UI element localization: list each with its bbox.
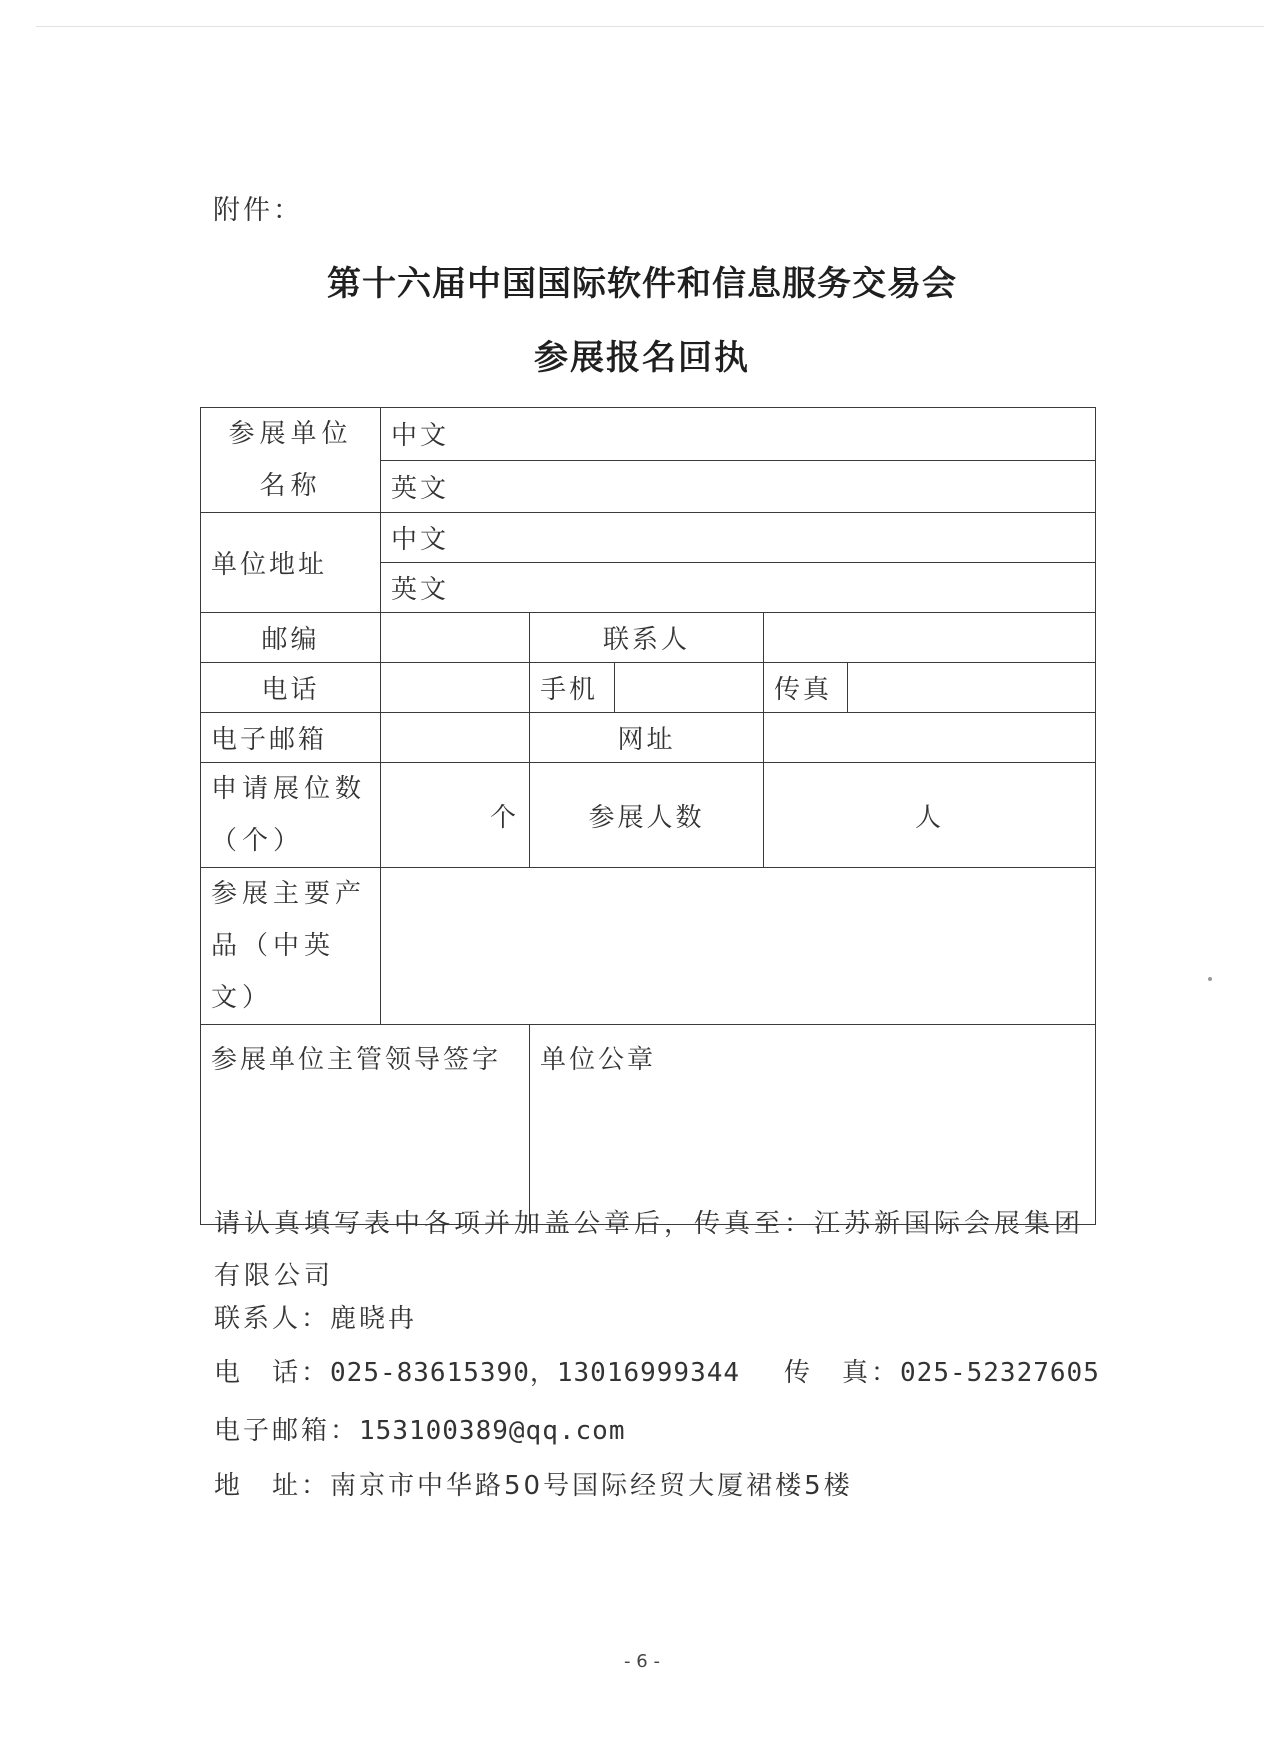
booth-unit-label: 个 bbox=[489, 802, 519, 833]
company-seal-cell[interactable] bbox=[530, 1025, 1096, 1225]
org-name-english-field[interactable] bbox=[381, 460, 1096, 513]
contact-person-line bbox=[214, 1298, 417, 1335]
page-title: 第十六届中国国际软件和信息服务交易会 bbox=[327, 264, 957, 304]
address-english-field[interactable] bbox=[381, 563, 1096, 613]
booth-count-field[interactable] bbox=[381, 763, 530, 868]
main-products-field[interactable] bbox=[381, 868, 1096, 1025]
org-name-english-label: 英文 bbox=[391, 473, 450, 504]
address-english-label: 英文 bbox=[391, 575, 450, 605]
postcode-field[interactable] bbox=[381, 613, 530, 663]
attendee-count-label: 参展人数 bbox=[530, 763, 764, 868]
attendee-count-field[interactable] bbox=[764, 763, 1096, 868]
page-number: - 6 - bbox=[624, 1651, 660, 1672]
contact-fax-label: 传 真： bbox=[784, 1358, 901, 1388]
contact-person-line-label: 联系人： bbox=[214, 1304, 331, 1334]
mobile-label: 手机 bbox=[530, 663, 615, 713]
email-field[interactable] bbox=[381, 713, 530, 763]
org-name-label: 参展单位 名称 bbox=[201, 408, 381, 513]
website-label: 网址 bbox=[530, 713, 764, 763]
address-chinese-field[interactable] bbox=[381, 513, 1096, 563]
website-field[interactable] bbox=[764, 713, 1096, 763]
contact-fax-value: 025-52327605 bbox=[900, 1358, 1100, 1388]
phone-label: 电话 bbox=[201, 663, 381, 713]
fax-label: 传真 bbox=[764, 663, 848, 713]
org-name-chinese-label: 中文 bbox=[391, 421, 450, 452]
contact-email-value: 153100389@qq.com bbox=[359, 1416, 626, 1446]
contact-person-label: 联系人 bbox=[530, 613, 764, 663]
leader-signature-cell[interactable] bbox=[201, 1025, 530, 1225]
contact-phone-value: 025-83615390，13016999344 bbox=[330, 1358, 741, 1388]
contact-address-label: 地 址： bbox=[214, 1471, 331, 1501]
phone-field[interactable] bbox=[381, 663, 530, 713]
address-label: 单位地址 bbox=[201, 513, 381, 613]
org-name-chinese-field[interactable] bbox=[381, 408, 1096, 461]
contact-email-line bbox=[214, 1410, 625, 1447]
contact-address-value: 南京市中华路50号国际经贸大厦裙楼5楼 bbox=[330, 1471, 853, 1501]
contact-phone-label: 电 话： bbox=[214, 1358, 331, 1388]
fax-field[interactable] bbox=[848, 663, 1096, 713]
main-products-label: 参展主要产 品（中英文） bbox=[201, 868, 381, 1025]
contact-address-line bbox=[214, 1465, 853, 1502]
contact-person-name: 鹿晓冉 bbox=[330, 1304, 418, 1334]
postcode-label: 邮编 bbox=[201, 613, 381, 663]
contact-fax-line bbox=[784, 1352, 1100, 1389]
scan-speck bbox=[1208, 977, 1212, 981]
mobile-field[interactable] bbox=[615, 663, 764, 713]
contact-person-field[interactable] bbox=[764, 613, 1096, 663]
email-label: 电子邮箱 bbox=[201, 713, 381, 763]
page-top-rule bbox=[36, 26, 1264, 27]
page-subtitle: 参展报名回执 bbox=[534, 338, 750, 378]
contact-email-label: 电子邮箱： bbox=[214, 1416, 360, 1446]
attachment-label: 附件： bbox=[213, 195, 303, 226]
booth-count-label: 申请展位数 （个） bbox=[201, 763, 381, 868]
instructions-text: 请认真填写表中各项并加盖公章后，传真至：江苏新国际会展集团有限公司 bbox=[214, 1209, 1085, 1291]
contact-phone-line bbox=[214, 1352, 740, 1389]
leader-signature-label: 参展单位主管领导签字 bbox=[211, 1045, 502, 1075]
attendee-unit-label: 人 bbox=[915, 802, 945, 833]
company-seal-label: 单位公章 bbox=[540, 1045, 657, 1075]
address-chinese-label: 中文 bbox=[391, 525, 450, 555]
registration-form-table bbox=[200, 407, 1096, 1225]
